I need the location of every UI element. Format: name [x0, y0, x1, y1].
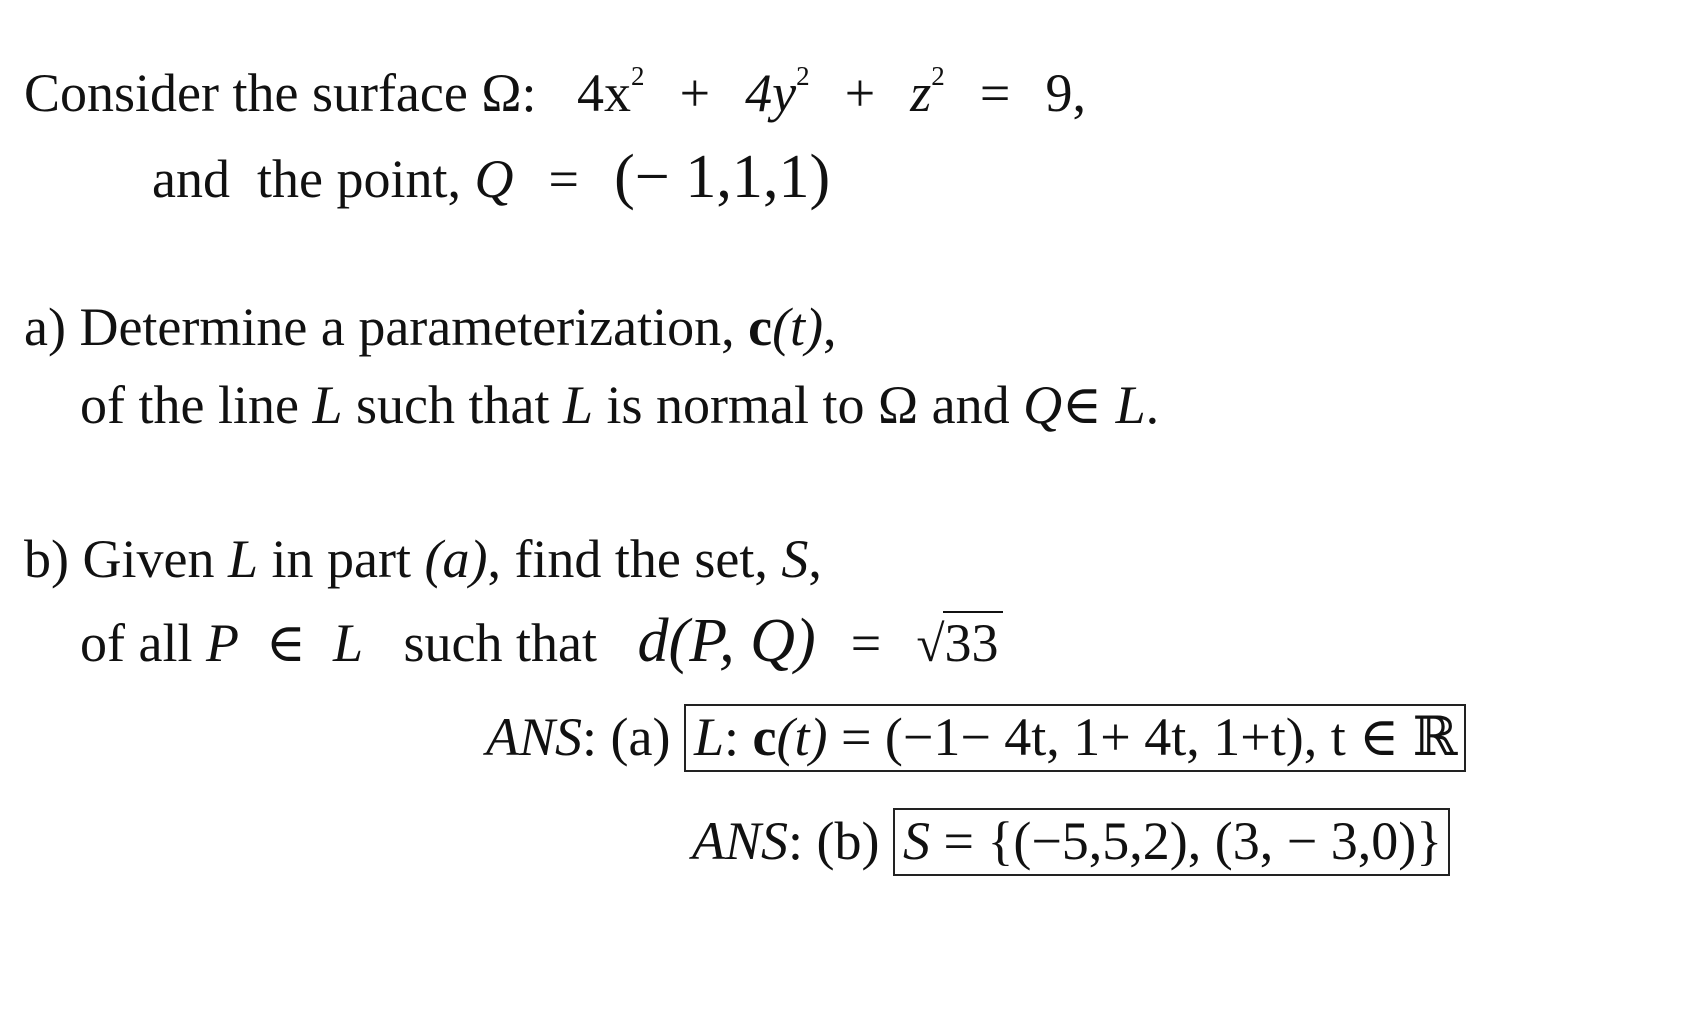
eq-rhs: 9 — [1045, 63, 1073, 123]
plus-2: + — [844, 63, 876, 123]
exp-2: 2 — [796, 61, 810, 92]
c-vector: c — [752, 707, 777, 767]
text-segment: , find the set, — [487, 529, 768, 589]
colon: : — [724, 707, 740, 767]
text-segment: is normal to — [606, 375, 865, 435]
ans-label: ANS — [692, 811, 789, 871]
omega-symbol: Ω — [481, 63, 522, 123]
part-b-label: b) — [24, 529, 69, 589]
answer-b-expression: = {(−5,5,2), (3, − 3,0)} — [943, 811, 1443, 871]
var-L: L — [312, 375, 343, 435]
radical-sign: √ — [916, 616, 945, 673]
part-b-line-2 — [80, 607, 1003, 675]
text-segment: of the line — [80, 375, 299, 435]
distance-expr: d(P, Q) — [637, 607, 816, 675]
part-a-line-2 — [80, 375, 1160, 435]
equals-sign: = — [850, 613, 882, 673]
intro-line-2 — [152, 143, 831, 211]
ans-part-label: : (b) — [788, 811, 880, 871]
answer-a-box — [684, 704, 1466, 772]
comma: , — [823, 297, 837, 357]
var-L: L — [562, 375, 593, 435]
text-segment: and — [931, 375, 1010, 435]
exp-3: 2 — [931, 61, 945, 92]
colon: : — [521, 63, 537, 123]
c-arg: (t) — [772, 297, 824, 357]
point-equals: = — [548, 149, 580, 209]
omega-symbol: Ω — [877, 375, 919, 435]
point-prefix: and the point, — [152, 149, 461, 209]
comma: , — [808, 529, 822, 589]
part-a-line-1 — [24, 297, 837, 357]
var-L: L — [227, 529, 258, 589]
element-of-symbol: ∈ — [265, 613, 306, 673]
text-segment: such that — [355, 375, 550, 435]
text-segment: of all — [80, 613, 193, 673]
text-segment: Given — [82, 529, 215, 589]
plus-1: + — [679, 63, 711, 123]
text-segment: in part — [271, 529, 411, 589]
part-a-label: a) — [24, 297, 66, 357]
c-vector: c — [748, 297, 773, 357]
answer-b-box — [893, 808, 1450, 876]
part-a-text-1: Determine a parameterization, — [79, 297, 735, 357]
ans-part-label: : (a) — [582, 707, 671, 767]
var-L: L — [332, 613, 363, 673]
eq-term-1: 4x — [577, 63, 631, 123]
c-arg: (t) — [776, 707, 828, 767]
exp-1: 2 — [631, 61, 645, 92]
var-S: S — [781, 529, 809, 589]
part-ref: (a) — [424, 529, 488, 589]
intro-line-1 — [24, 61, 1086, 123]
var-P: P — [205, 613, 239, 673]
comma: , — [1072, 63, 1086, 123]
element-of-symbol: ∈ — [1062, 375, 1103, 435]
var-Q: Q — [1023, 375, 1063, 435]
point-value: (− 1,1,1) — [614, 143, 831, 211]
intro-prefix: Consider the surface — [24, 63, 468, 123]
sqrt-expr — [916, 613, 1002, 673]
ans-label: ANS — [486, 707, 583, 767]
point-var: Q — [474, 149, 514, 209]
part-b-line-1 — [24, 529, 822, 589]
answer-b-line — [692, 808, 1450, 876]
var-L: L — [1115, 375, 1146, 435]
eq-term-3: z — [910, 63, 932, 123]
text-segment: such that — [403, 613, 597, 673]
eq-term-2: 4y — [745, 63, 797, 123]
var-L: L — [693, 707, 724, 767]
answer-a-line — [486, 704, 1466, 772]
var-S: S — [902, 811, 930, 871]
radicand: 33 — [943, 611, 1003, 673]
period: . — [1145, 375, 1160, 435]
equals-sign: = — [979, 63, 1011, 123]
answer-a-expression: = (−1− 4t, 1+ 4t, 1+t), t ∈ ℝ — [840, 707, 1458, 767]
